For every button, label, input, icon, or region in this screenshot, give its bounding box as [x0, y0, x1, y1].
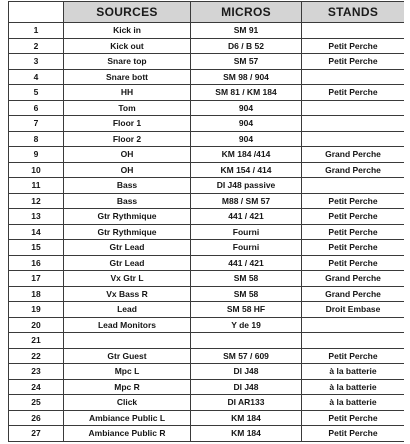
- cell-micro: KM 184 /414: [191, 147, 302, 163]
- cell-stand: Petit Perche: [302, 348, 405, 364]
- cell-source: OH: [64, 147, 191, 163]
- table-row: [9, 23, 405, 39]
- cell-micro: [191, 333, 302, 349]
- cell-stand: [302, 100, 405, 116]
- table-row: [9, 364, 405, 380]
- cell-number: 27: [9, 426, 64, 442]
- cell-number: 4: [9, 69, 64, 85]
- cell-micro: KM 184: [191, 426, 302, 442]
- cell-micro: DI AR133: [191, 395, 302, 411]
- cell-source: Vx Gtr L: [64, 271, 191, 287]
- cell-micro: SM 98 / 904: [191, 69, 302, 85]
- cell-source: Mpc L: [64, 364, 191, 380]
- cell-micro: 904: [191, 131, 302, 147]
- cell-number: 5: [9, 85, 64, 101]
- table-row: [9, 333, 405, 349]
- cell-source: Snare top: [64, 54, 191, 70]
- cell-source: Ambiance Public R: [64, 426, 191, 442]
- cell-number: 20: [9, 317, 64, 333]
- cell-number: 15: [9, 240, 64, 256]
- table-row: [9, 379, 405, 395]
- table-row: [9, 255, 405, 271]
- cell-number: 24: [9, 379, 64, 395]
- cell-stand: [302, 131, 405, 147]
- cell-micro: SM 58: [191, 286, 302, 302]
- table-row: [9, 85, 405, 101]
- header-micros: MICROS: [191, 2, 302, 23]
- table-row: [9, 348, 405, 364]
- cell-micro: SM 58: [191, 271, 302, 287]
- cell-source: Mpc R: [64, 379, 191, 395]
- cell-micro: Fourni: [191, 224, 302, 240]
- table-row: [9, 116, 405, 132]
- cell-number: 2: [9, 38, 64, 54]
- cell-micro: 441 / 421: [191, 209, 302, 225]
- cell-micro: KM 154 / 414: [191, 162, 302, 178]
- cell-stand: Petit Perche: [302, 240, 405, 256]
- cell-stand: à la batterie: [302, 395, 405, 411]
- cell-stand: Petit Perche: [302, 38, 405, 54]
- table-row: [9, 100, 405, 116]
- cell-stand: Droit Embase: [302, 302, 405, 318]
- cell-number: 25: [9, 395, 64, 411]
- cell-micro: 904: [191, 100, 302, 116]
- table-row: [9, 395, 405, 411]
- cell-number: 26: [9, 410, 64, 426]
- cell-source: Ambiance Public L: [64, 410, 191, 426]
- cell-number: 10: [9, 162, 64, 178]
- cell-stand: Petit Perche: [302, 193, 405, 209]
- table-row: [9, 302, 405, 318]
- cell-micro: SM 57: [191, 54, 302, 70]
- table-row: [9, 162, 405, 178]
- table-row: [9, 240, 405, 256]
- cell-source: Gtr Rythmique: [64, 224, 191, 240]
- cell-source: Tom: [64, 100, 191, 116]
- cell-stand: Petit Perche: [302, 209, 405, 225]
- cell-source: Vx Bass R: [64, 286, 191, 302]
- table-row: [9, 426, 405, 442]
- cell-number: 6: [9, 100, 64, 116]
- cell-stand: Grand Perche: [302, 286, 405, 302]
- cell-number: 3: [9, 54, 64, 70]
- cell-number: 14: [9, 224, 64, 240]
- cell-source: Snare bott: [64, 69, 191, 85]
- cell-stand: Petit Perche: [302, 426, 405, 442]
- table-row: [9, 224, 405, 240]
- cell-micro: SM 58 HF: [191, 302, 302, 318]
- table-row: [9, 193, 405, 209]
- cell-number: 17: [9, 271, 64, 287]
- cell-micro: SM 81 / KM 184: [191, 85, 302, 101]
- cell-number: 7: [9, 116, 64, 132]
- cell-number: 23: [9, 364, 64, 380]
- table-row: [9, 54, 405, 70]
- cell-stand: Petit Perche: [302, 255, 405, 271]
- cell-source: Gtr Guest: [64, 348, 191, 364]
- cell-source: Click: [64, 395, 191, 411]
- cell-stand: [302, 178, 405, 194]
- table-row: [9, 131, 405, 147]
- cell-stand: [302, 116, 405, 132]
- header-stands: STANDS: [302, 2, 405, 23]
- table-row: [9, 69, 405, 85]
- header-sources: SOURCES: [64, 2, 191, 23]
- table-row: [9, 38, 405, 54]
- header-row: [9, 2, 405, 23]
- cell-stand: Petit Perche: [302, 410, 405, 426]
- cell-micro: KM 184: [191, 410, 302, 426]
- table-row: [9, 178, 405, 194]
- cell-source: Lead Monitors: [64, 317, 191, 333]
- cell-micro: DI J48: [191, 364, 302, 380]
- input-list-sheet: [8, 1, 404, 444]
- cell-stand: Petit Perche: [302, 54, 405, 70]
- table-row: [9, 286, 405, 302]
- cell-number: 18: [9, 286, 64, 302]
- cell-stand: à la batterie: [302, 379, 405, 395]
- cell-stand: Grand Perche: [302, 162, 405, 178]
- cell-stand: [302, 333, 405, 349]
- cell-micro: Fourni: [191, 240, 302, 256]
- cell-micro: SM 57 / 609: [191, 348, 302, 364]
- cell-stand: Grand Perche: [302, 271, 405, 287]
- cell-stand: Grand Perche: [302, 147, 405, 163]
- cell-source: Gtr Lead: [64, 240, 191, 256]
- cell-number: 16: [9, 255, 64, 271]
- input-list-table: [8, 1, 404, 442]
- cell-number: 13: [9, 209, 64, 225]
- cell-number: 9: [9, 147, 64, 163]
- cell-stand: Petit Perche: [302, 85, 405, 101]
- cell-source: Floor 1: [64, 116, 191, 132]
- cell-number: 21: [9, 333, 64, 349]
- cell-micro: Y de 19: [191, 317, 302, 333]
- cell-number: 1: [9, 23, 64, 39]
- cell-number: 22: [9, 348, 64, 364]
- table-body: [9, 23, 405, 442]
- cell-number: 11: [9, 178, 64, 194]
- cell-source: Bass: [64, 178, 191, 194]
- cell-source: HH: [64, 85, 191, 101]
- cell-stand: [302, 69, 405, 85]
- cell-source: [64, 333, 191, 349]
- table-row: [9, 147, 405, 163]
- cell-micro: 441 / 421: [191, 255, 302, 271]
- cell-stand: à la batterie: [302, 364, 405, 380]
- cell-number: 8: [9, 131, 64, 147]
- table-row: [9, 271, 405, 287]
- cell-source: Bass: [64, 193, 191, 209]
- cell-source: Kick in: [64, 23, 191, 39]
- cell-stand: [302, 317, 405, 333]
- cell-source: Floor 2: [64, 131, 191, 147]
- cell-source: Gtr Lead: [64, 255, 191, 271]
- cell-micro: DI J48: [191, 379, 302, 395]
- cell-micro: SM 91: [191, 23, 302, 39]
- cell-micro: 904: [191, 116, 302, 132]
- table-row: [9, 410, 405, 426]
- cell-micro: D6 / B 52: [191, 38, 302, 54]
- table-row: [9, 209, 405, 225]
- cell-source: Kick out: [64, 38, 191, 54]
- cell-number: 12: [9, 193, 64, 209]
- cell-stand: Petit Perche: [302, 224, 405, 240]
- table-row: [9, 317, 405, 333]
- cell-number: 19: [9, 302, 64, 318]
- cell-source: Lead: [64, 302, 191, 318]
- header-number: [9, 2, 64, 23]
- cell-source: Gtr Rythmique: [64, 209, 191, 225]
- cell-source: OH: [64, 162, 191, 178]
- cell-micro: DI J48 passive: [191, 178, 302, 194]
- cell-micro: M88 / SM 57: [191, 193, 302, 209]
- cell-stand: [302, 23, 405, 39]
